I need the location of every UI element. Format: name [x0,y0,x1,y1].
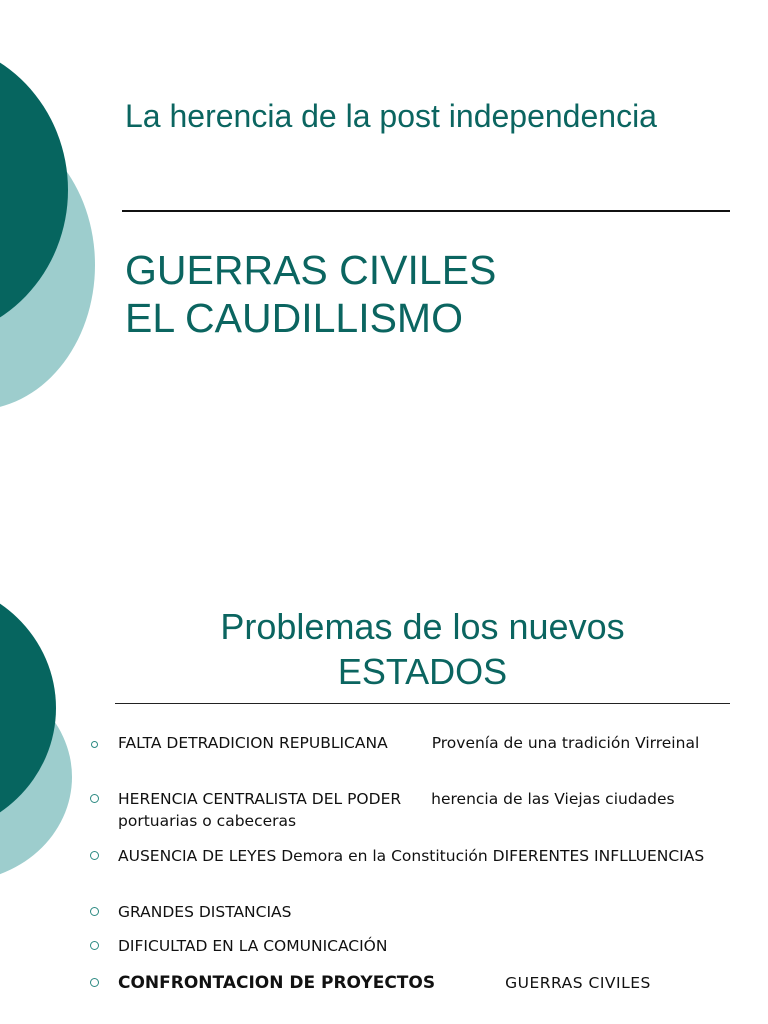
slide-1-subtitle [125,246,496,342]
list-item [118,788,718,832]
circle-bullet-icon [91,741,98,748]
bullet-detail: GUERRAS CIVILES [505,974,651,992]
list-item [118,935,718,957]
title-line-2: ESTADOS [337,651,508,692]
bullet-main: AUSENCIA DE LEYES Demora en la Constitución DIFERENTES INFLLUENCIAS [118,847,705,865]
bullet-main: HERENCIA CENTRALISTA DEL PODER [118,790,402,808]
slide-1-title: La herencia de la post independencia [125,98,657,134]
bullet-detail: Provenía de una tradición Virreinal [431,734,700,752]
list-item [118,972,718,994]
circle-bullet-icon [90,794,99,803]
title-divider [115,703,730,704]
circle-bullet-icon [90,907,99,916]
circle-bullet-icon [90,851,99,860]
subtitle-line-1: GUERRAS CIVILES [125,247,497,293]
bullet-main: DIFICULTAD EN LA COMUNICACIÓN [118,937,388,955]
title-divider [122,210,730,212]
bullet-main: CONFRONTACION DE PROYECTOS [118,973,436,993]
bullet-main: GRANDES DISTANCIAS [118,903,292,921]
list-item [118,901,718,923]
slide-2 [0,512,768,1024]
slide-2-title [115,604,730,694]
subtitle-line-2: EL CAUDILLISMO [125,295,463,341]
bullet-main: FALTA DETRADICION REPUBLICANA [118,734,388,752]
bullet-detail: herencia de las Viejas ciudades portuarias o cabeceras [118,790,675,830]
circle-bullet-icon [90,941,99,950]
circle-bullet-icon [90,978,99,987]
list-item [118,732,718,754]
title-line-1: Problemas de los nuevos [220,606,625,647]
list-item [118,845,718,867]
